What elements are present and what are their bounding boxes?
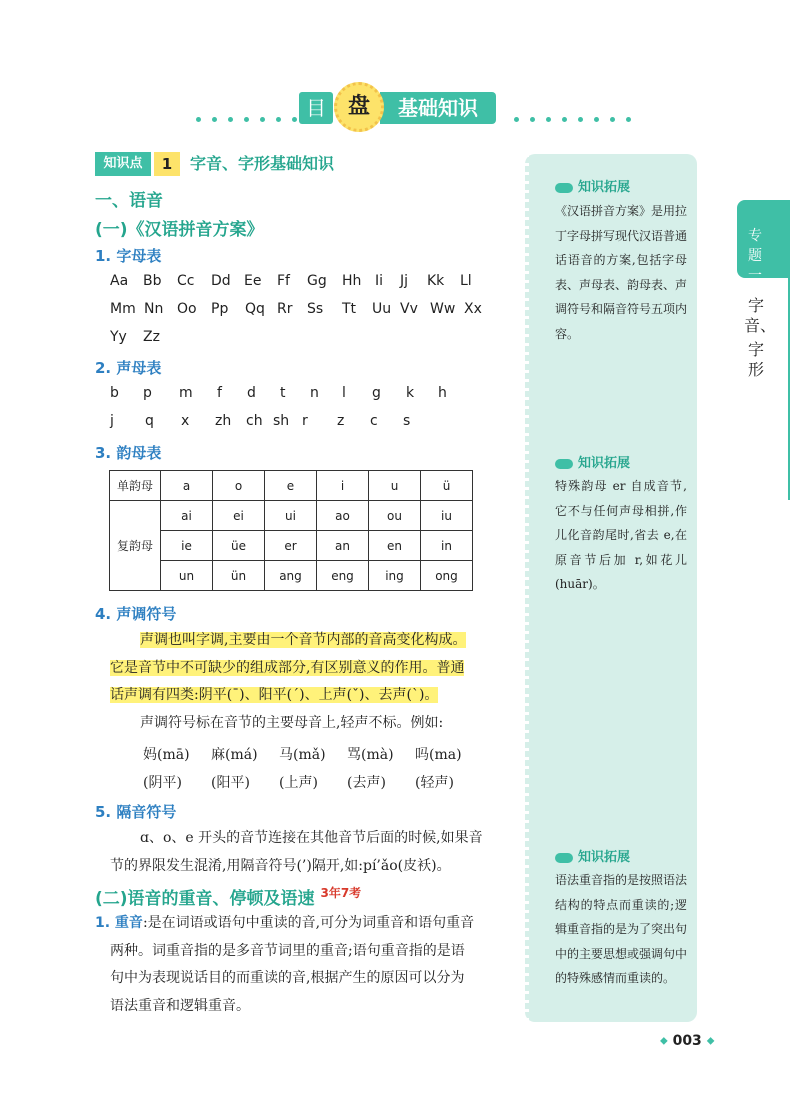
table-cell: an xyxy=(317,531,369,561)
page-number: ◆ 003 ◆ xyxy=(660,1033,715,1049)
knowledge-point-tag: 知识点 xyxy=(95,152,151,176)
letter: Ff xyxy=(277,273,290,289)
table-cell: ong xyxy=(421,561,473,591)
initials-heading: 2. 声母表 xyxy=(95,359,162,377)
initial: x xyxy=(181,413,190,429)
tone-name: (上声) xyxy=(279,775,318,791)
sidebar-text: 语法重音指的是按照语法结构的特点而重读的;逻辑重音指的是为了突出句中的主要思想或强调句中的特殊感情而重读的。 xyxy=(555,873,688,985)
letter: Dd xyxy=(211,273,231,289)
letter: Pp xyxy=(211,301,229,317)
tones-heading: 4. 声调符号 xyxy=(95,605,177,623)
separator-paragraph xyxy=(110,825,515,880)
alphabet-row-1 xyxy=(110,273,490,289)
letter: Vv xyxy=(400,301,418,317)
section-title: (二)语音的重音、停顿及语速 xyxy=(95,889,315,909)
table-cell: un xyxy=(161,561,213,591)
letter: Ii xyxy=(375,273,384,289)
table-cell: ang xyxy=(265,561,317,591)
separator-line: 节的界限发生混淆,用隔音符号(’)隔开,如:pí’ǎo(皮袄)。 xyxy=(110,857,451,874)
table-cell: u xyxy=(369,471,421,501)
header-title: 基础知识 xyxy=(380,92,496,124)
letter: Kk xyxy=(427,273,445,289)
table-cell: en xyxy=(369,531,421,561)
sidebar-heading-label: 知识拓展 xyxy=(578,456,631,471)
table-cell: üe xyxy=(213,531,265,561)
letter: Qq xyxy=(245,301,265,317)
letter: Yy xyxy=(110,329,127,345)
table-cell: ai xyxy=(161,501,213,531)
table-row xyxy=(110,531,473,561)
initial: sh xyxy=(273,413,290,429)
letter: Zz xyxy=(143,329,160,345)
knowledge-point-number: 1 xyxy=(154,152,180,176)
initial: t xyxy=(280,385,286,401)
stress-line: 句中为表现说话目的而重读的音,根据产生的原因可以分为 xyxy=(110,970,465,986)
subsection-pinyin-scheme: (一)《汉语拼音方案》 xyxy=(95,220,264,240)
header-badge: 盘 xyxy=(334,82,384,132)
table-cell: 复韵母 xyxy=(110,501,161,591)
initial: s xyxy=(403,413,411,429)
arrow-icon xyxy=(555,459,573,469)
tone-example: 骂(mà) xyxy=(347,747,394,763)
sidebar-heading-label: 知识拓展 xyxy=(578,850,631,865)
separator-heading: 5. 隔音符号 xyxy=(95,803,177,821)
tone-names-row xyxy=(143,772,483,792)
highlight-text: 声调也叫字调,主要由一个音节内部的音高变化构成。 xyxy=(140,632,467,648)
letter: Hh xyxy=(342,273,362,289)
table-cell: er xyxy=(265,531,317,561)
table-cell: e xyxy=(265,471,317,501)
table-cell: ei xyxy=(213,501,265,531)
letter: Aa xyxy=(110,273,129,289)
initial: g xyxy=(372,385,381,401)
section-heading-phonetics: 一、语音 xyxy=(95,191,163,211)
finals-table xyxy=(109,470,473,591)
letter: Ll xyxy=(460,273,472,289)
initial: d xyxy=(247,385,256,401)
header-dots-left xyxy=(196,117,313,122)
table-cell: iu xyxy=(421,501,473,531)
stress-paragraph xyxy=(95,910,515,1020)
initial: f xyxy=(217,385,222,401)
table-row xyxy=(110,561,473,591)
separator-line: ɑ、o、e 开头的音节连接在其他音节后面的时候,如果音 xyxy=(140,830,483,846)
tone-example: 妈(mā) xyxy=(143,747,190,763)
initial: r xyxy=(302,413,308,429)
chapter-subtitle: 字形 xyxy=(747,340,764,379)
header-dots-right xyxy=(514,117,631,122)
tone-name: (阳平) xyxy=(211,775,250,791)
sidebar-heading xyxy=(555,846,630,865)
sidebar-perforation xyxy=(521,154,529,1022)
letter: Rr xyxy=(277,301,293,317)
highlight-text: 话声调有四类:阴平(ˉ)、阳平(ˊ)、上声(ˇ)、去声(ˋ)。 xyxy=(110,687,439,703)
table-cell: ui xyxy=(265,501,317,531)
sidebar-heading-label: 知识拓展 xyxy=(578,180,631,195)
table-cell: ie xyxy=(161,531,213,561)
letter: Jj xyxy=(400,273,409,289)
letter: Oo xyxy=(177,301,197,317)
table-row xyxy=(110,471,473,501)
table-cell: i xyxy=(317,471,369,501)
sidebar-text: 《汉语拼音方案》是用拉丁字母拼写现代汉语普通话语音的方案,包括字母表、声母表、韵母表、声调符号和隔音符号五项内容。 xyxy=(555,204,688,341)
arrow-icon xyxy=(555,183,573,193)
letter: Xx xyxy=(464,301,482,317)
initial: ch xyxy=(246,413,263,429)
letter: Mm xyxy=(110,301,136,317)
letter: Uu xyxy=(372,301,392,317)
section-stress-pause-speed xyxy=(95,884,361,909)
tone-example: 麻(má) xyxy=(211,747,258,763)
initial: q xyxy=(145,413,154,429)
table-cell: ing xyxy=(369,561,421,591)
initials-row-1 xyxy=(110,385,458,401)
stress-line: :是在词语或语句中重读的音,可分为词重音和语句重音 xyxy=(142,915,475,931)
letter: Cc xyxy=(177,273,195,289)
tone-example: 吗(ma) xyxy=(415,747,462,763)
arrow-icon xyxy=(555,853,573,863)
table-cell: ou xyxy=(369,501,421,531)
tone-examples-row xyxy=(143,744,483,764)
initial: k xyxy=(406,385,415,401)
page-number-text: 003 xyxy=(672,1033,702,1049)
stress-line: 语法重音和逻辑重音。 xyxy=(110,997,250,1014)
alphabet-heading: 1. 字母表 xyxy=(95,247,162,265)
initial: z xyxy=(337,413,345,429)
exam-frequency-badge: 3年7考 xyxy=(320,886,362,900)
table-row xyxy=(110,501,473,531)
letter: Ee xyxy=(244,273,262,289)
initial: n xyxy=(310,385,319,401)
letter: Bb xyxy=(143,273,162,289)
letter: Gg xyxy=(307,273,327,289)
initial: c xyxy=(370,413,378,429)
alphabet-row-2 xyxy=(110,301,492,317)
chapter-tab-label: 专题一 xyxy=(748,228,762,284)
initials-row-2 xyxy=(110,413,423,429)
letter: Ww xyxy=(430,301,456,317)
table-cell: a xyxy=(161,471,213,501)
initial: b xyxy=(110,385,119,401)
letter: Ss xyxy=(307,301,324,317)
table-cell: eng xyxy=(317,561,369,591)
tones-paragraph xyxy=(110,627,515,737)
table-cell: ao xyxy=(317,501,369,531)
initial: j xyxy=(110,413,114,429)
initial: l xyxy=(342,385,346,401)
tone-name: (轻声) xyxy=(415,775,454,791)
tone-name: (去声) xyxy=(347,775,386,791)
tone-example: 马(mǎ) xyxy=(279,747,326,763)
table-cell: ün xyxy=(213,561,265,591)
table-cell: ü xyxy=(421,471,473,501)
table-cell: o xyxy=(213,471,265,501)
tones-note: 声调符号标在音节的主要母音上,轻声不标。例如: xyxy=(140,714,444,731)
highlight-text: 它是音节中不可缺少的组成部分,有区别意义的作用。普通 xyxy=(110,659,465,676)
alphabet-row-3 xyxy=(110,329,177,345)
stress-label: 1. 重音 xyxy=(95,915,143,931)
finals-heading: 3. 韵母表 xyxy=(95,444,162,462)
knowledge-point-title: 字音、字形基础知识 xyxy=(190,154,335,173)
initial: h xyxy=(438,385,447,401)
sidebar-heading xyxy=(555,176,630,195)
initial: p xyxy=(143,385,152,401)
header-left-char: 目 xyxy=(299,92,333,124)
sidebar-text: 特殊韵母 er 自成音节,它不与任何声母相拼,作儿化音韵尾时,省去 e,在原音节后加 r,如花儿(huār)。 xyxy=(555,479,687,591)
letter: Tt xyxy=(342,301,357,317)
stress-line: 两种。词重音指的是多音节词里的重音;语句重音指的是语 xyxy=(110,942,465,959)
chapter-subtitle: 字音、 xyxy=(744,296,777,335)
initial: m xyxy=(179,385,193,401)
initial: zh xyxy=(215,413,232,429)
tone-name: (阴平) xyxy=(143,775,182,791)
table-cell: 单韵母 xyxy=(110,471,161,501)
sidebar-heading xyxy=(555,452,630,471)
table-cell: in xyxy=(421,531,473,561)
letter: Nn xyxy=(144,301,164,317)
